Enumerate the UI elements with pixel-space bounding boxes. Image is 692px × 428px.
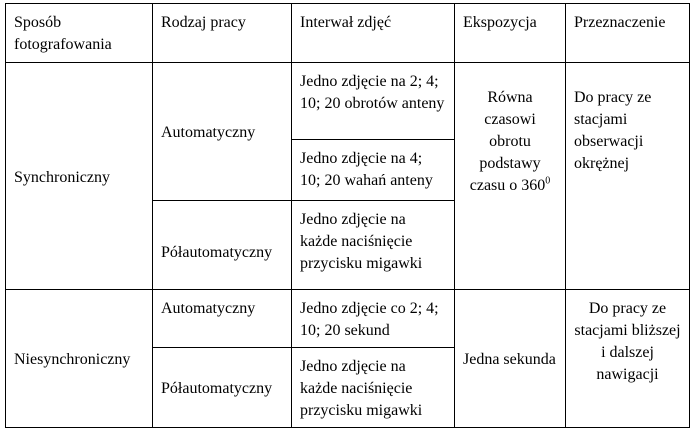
- exposure-cell-synchronous: [455, 63, 566, 290]
- work-type-cell-semiautomatic: Półautomatyczny: [153, 348, 292, 428]
- work-type-cell-automatic: Automatyczny: [153, 290, 292, 348]
- mode-cell-synchronous: Synchroniczny: [6, 63, 153, 290]
- purpose-cell-synchronous: Do pracy ze stacjami obserwacji okrężnej: [566, 63, 690, 290]
- table-row: [6, 290, 690, 348]
- work-type-cell-automatic: Automatyczny: [153, 63, 292, 201]
- interval-cell: Jedno zdjęcie co 2; 4; 10; 20 sekund: [292, 290, 455, 348]
- purpose-cell-asynchronous: Do pracy ze stacjami bliższej i dalszej nawigacji: [566, 290, 690, 428]
- header-row: [6, 4, 690, 63]
- mode-cell-asynchronous: Niesynchroniczny: [6, 290, 153, 428]
- exposure-cell-asynchronous: Jedna sekunda: [455, 290, 566, 428]
- header-cell-exposure: Ekspozycja: [455, 4, 566, 63]
- header-cell-interval: Interwał zdjęć: [292, 4, 455, 63]
- interval-cell: Jedno zdjęcie na każde naciśnięcie przycisku migawki: [292, 348, 455, 428]
- header-cell-purpose: Przeznaczenie: [566, 4, 690, 63]
- header-cell-mode: Sposób fotografowania: [6, 4, 153, 63]
- interval-cell: Jedno zdjęcie na każde naciśnięcie przycisku migawki: [292, 201, 455, 290]
- header-cell-work-type: Rodzaj pracy: [153, 4, 292, 63]
- interval-cell: Jedno zdjęcie na 2; 4; 10; 20 obrotów anteny: [292, 63, 455, 140]
- exposure-superscript: 0: [545, 175, 551, 187]
- photography-modes-table: [5, 3, 690, 428]
- exposure-text: Równa czasowi obrotu podstawy czasu o 360: [469, 89, 546, 194]
- interval-cell: Jedno zdjęcie na 4; 10; 20 wahań anteny: [292, 140, 455, 201]
- work-type-cell-semiautomatic: Półautomatyczny: [153, 201, 292, 290]
- table-row: [6, 63, 690, 140]
